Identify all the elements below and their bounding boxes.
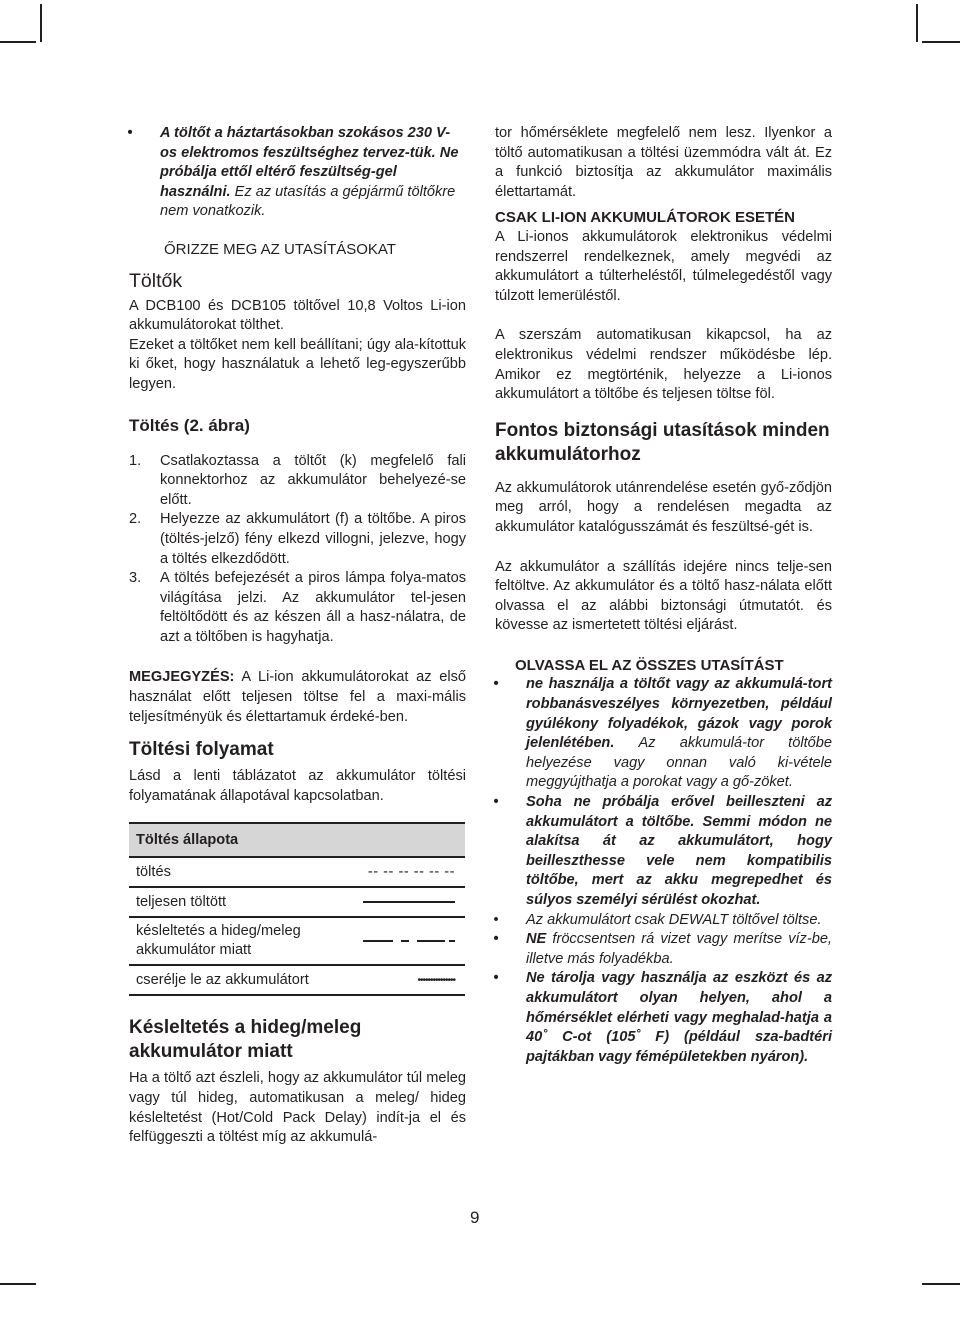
chargers-paragraph-2: Ezeket a töltőket nem kell beállítani; úgy ala-kítottuk ki őket, hogy használatuk a lehető leg-egyszerűbb legyen. [129,336,466,392]
crop-mark-top-right-v [916,4,918,42]
bullet-marker: • [493,931,499,948]
long-short-dash-icon [363,938,455,944]
status-label: teljesen töltött [129,887,330,917]
step-text: Csatlakoztassa a töltőt (k) megfelelő fali konnektorhoz az akkumulátor behelyezé-se előtt. [160,452,466,508]
indicator-long-short [330,917,465,965]
step-number: 1. [129,452,142,469]
bullet-italic-text: fröccsentsen rá vizet vagy merítse víz-be, illetve más folyadékba. [526,931,832,967]
step-item [129,510,466,569]
note-paragraph [129,668,466,727]
page-number: 9 [470,1208,480,1227]
bullet-marker: • [127,125,133,141]
voltage-warning-bullet [129,124,466,222]
bullet-bold-text: ne használja a töltőt vagy az akkumulá-tort robbanásveszélyes környezetben, például gyúlékony folyadékok, gázok vagy porok jelenlétében. [526,676,832,752]
status-label: cserélje le az akkumulátort [129,965,330,995]
liion-text: A Li-ionos akkumulátorok elektronikus védelmi rendszerrel rendelkeznek, amely megvédi az akkumulátort a túlterheléstől, túlmelegedéstől vagy túlzott lemerüléstől. [495,228,832,304]
safety-paragraph-2: Az akkumulátor a szállítás idejére nincs telje-sen feltöltve. Az akkumulátor és a töltő hasz-nálata előtt olvassa el az alábbi biztonsági útmutatót. és kövesse az ismertetett töltési eljárást. [495,558,832,634]
shutdown-text: A szerszám automatikusan kikapcsol, ha az elektronikus védelmi rendszer működésbe lép. Amikor ez megtörténik, helyezze a Li-ionos akkumulátort a töltőbe és teljesen töltse föl. [495,327,832,403]
bullet-bold-text: NE [526,931,547,948]
list-item [495,930,832,969]
table-header: Töltés állapota [129,823,465,857]
bullet-marker: • [493,970,499,987]
safety-bullet-list [495,675,832,1067]
bullet-marker: • [493,794,499,811]
charging-process-text: Lásd a lenti táblázatot az akkumulátor töltési folyamatának állapotával kapcsolatban. [129,768,466,804]
charge-status-table [129,822,465,996]
bullet-bold-text: Ne tárolja vagy használja az eszközt és az akkumulátort olyan helyen, ahol a hőmérséklet elérheti vagy meghalad-hatja a 40˚ C-ot (105˚ F) (például sza-badtéri pajtákban vagy fémépületekben nyáron). [526,970,832,1065]
note-text: A Li-ion akkumulátorokat az első használat előtt teljesen töltse fel a maxi-mális teljesítményük és élettartamuk érdeké-ben. [129,669,467,725]
left-column [129,124,466,1148]
crop-mark-bottom-right-h [922,1283,960,1285]
note-label: MEGJEGYZÉS: [129,669,235,686]
table-row [129,917,465,965]
list-item [495,911,832,931]
step-text: Helyezze az akkumulátort (f) a töltőbe. A piros (töltés-jelző) fény elkezd villogni, jelezve, hogy a töltés elkezdődött. [160,511,466,567]
keep-instructions-heading: ŐRIZZE MEG AZ UTASÍTÁSOKAT [164,240,396,258]
bullet-marker: • [493,911,499,928]
bullet-italic-text: Az akkumulátort csak DEWALT töltővel töltse. [526,911,822,928]
crop-mark-top-left-h [0,41,36,43]
chargers-heading: Töltők [129,269,183,292]
table-row [129,887,465,917]
safety-paragraph-1: Az akkumulátorok utánrendelése esetén győ-ződjön meg arról, hogy a rendelésen megadta az akkumulátor katalógusszámát és feszültsé-gét is. [495,479,832,535]
bullet-italic-text: Az akkumulá-tor töltőbe helyezése vagy onnan való ki-vétele meggyújthatja a porokat vagy a gő-zöket. [526,735,832,791]
list-item [495,675,832,793]
crop-mark-top-left-v [40,4,42,42]
bullet-marker: • [493,676,499,693]
indicator-dashes: -- -- -- -- -- -- [330,857,465,887]
charging-steps [129,452,466,648]
right-column [495,124,832,1067]
crop-mark-top-right-h [922,41,960,43]
list-item [495,969,832,1067]
list-item [495,793,832,911]
voltage-warning-bold: A töltőt a háztartásokban szokásos 230 V-os elektromos feszültséghez tervez-tük. Ne próbálja ettől eltérő feszültség-gel használni. [160,125,459,200]
step-item [129,452,466,511]
liion-heading: CSAK LI-ION AKKUMULÁTOROK ESETÉN [495,209,795,227]
solid-line-icon [363,901,455,903]
chargers-paragraph-1: A DCB100 és DCB105 töltővel 10,8 Voltos Li-ion akkumulátorokat tölthet. [129,297,466,334]
delay-continued-text: tor hőmérséklete megfelelő nem lesz. Ilyenkor a töltő automatikusan a töltési üzemmódra vált át. Ez a funkció biztosítja az akkumulátor maximális élettartamát. [495,125,832,200]
table-row [129,857,465,887]
delay-heading: Késleltetés a hideg/meleg akkumulátor miatt [129,1017,362,1063]
indicator-dots: ••••••••••••••• [330,965,465,995]
read-all-heading: OLVASSA EL AZ ÖSSZES UTASÍTÁST [515,656,784,674]
step-item [129,569,466,647]
charging-heading: Töltés (2. ábra) [129,415,250,435]
step-number: 3. [129,570,142,587]
crop-mark-bottom-left-h [0,1283,36,1285]
charging-process-heading: Töltési folyamat [129,739,274,761]
delay-text: Ha a töltő azt észleli, hogy az akkumulátor túl meleg vagy túl hideg, automatikusan a meleg/ hideg késleltetést (Hot/Cold Pack Delay) indít-ja el és felfüggeszti a töltést míg az akkumulá- [129,1070,466,1146]
step-text: A töltés befejezését a piros lámpa folya-matos világítása jelzi. Az akkumulátor tel-jesen feltöltődött és az készen áll a hasz-nálatra, de azt a töltőben is hagyhatja. [160,570,466,645]
indicator-solid-line [330,887,465,917]
step-number: 2. [129,511,142,528]
table-header-row [129,823,465,857]
safety-heading: Fontos biztonsági utasítások minden akkumulátorhoz [495,419,830,465]
voltage-warning-note: Ez az utasítás a gépjármű töltőkre nem vonatkozik. [160,183,456,220]
status-label: töltés [129,857,330,887]
table-row [129,965,465,995]
bullet-bold-text: Soha ne próbálja erővel beilleszteni az akkumulátort a töltőbe. Semmi módon ne alakítsa át az akkumulátort, hogy beilleszthesse vele nem kompatibilis töltőbe, mert az akku megrepedhet és súlyos személyi sérülést okozhat. [526,794,832,908]
status-label: késleltetés a hideg/meleg akkumulátor miatt [129,917,330,965]
